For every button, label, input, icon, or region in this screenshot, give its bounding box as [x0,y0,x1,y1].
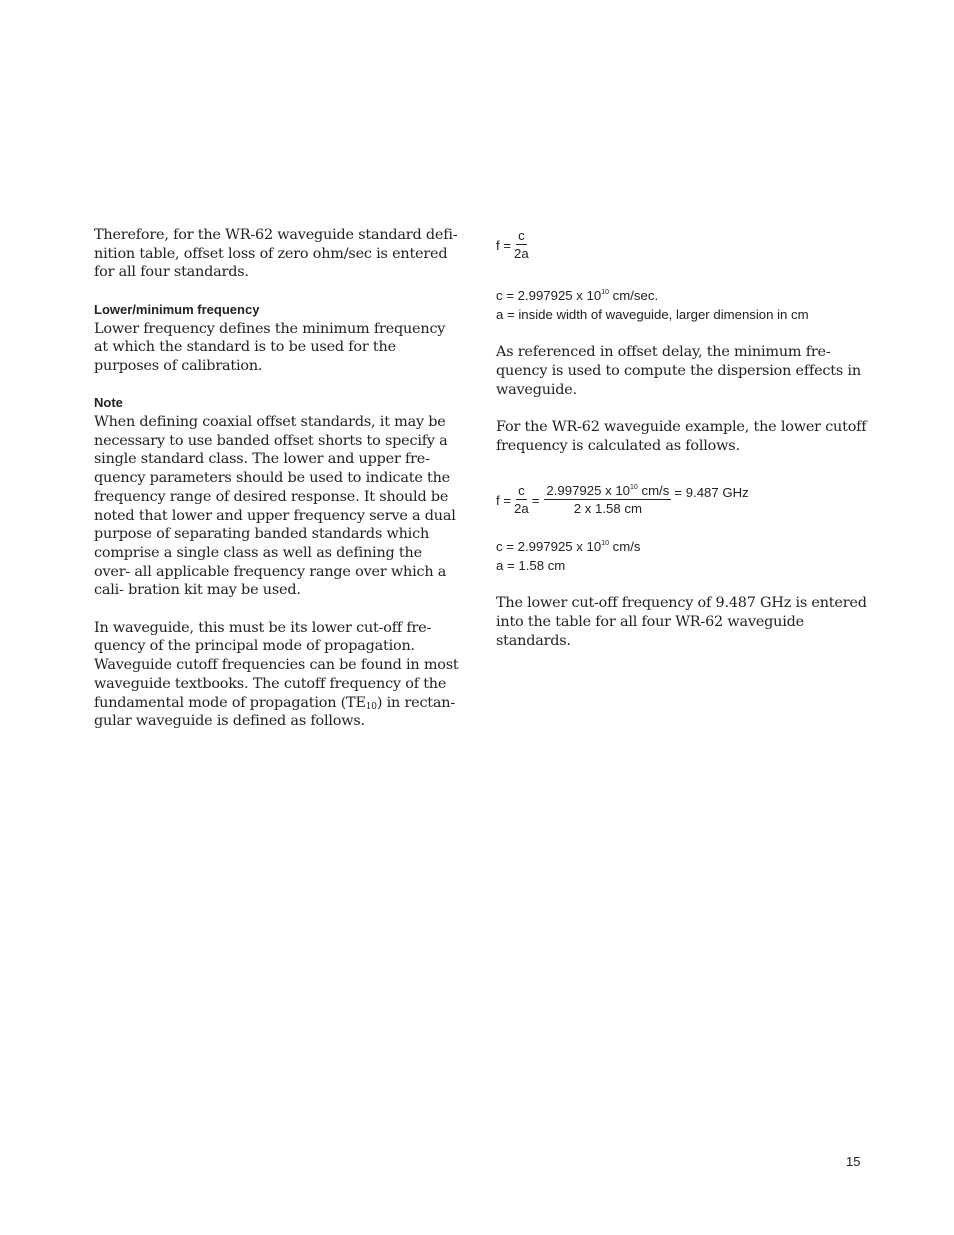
paragraph-offset-loss: Therefore, for the WR-62 waveguide standard defi- nition table, offset loss of zero ohm/sec is entered for all four standards. [94,227,458,281]
fraction-denominator: 2 x 1.58 cm [573,501,642,517]
paragraph-cutoff-result: The lower cut-off frequency of 9.487 GHz is entered into the table for all four WR-62 waveguide standards. [496,595,867,649]
definition-a: a = inside width of waveguide, larger dimension in cm [496,306,809,322]
fraction-denominator: 2a [514,501,529,517]
equation-lhs: f = [496,238,512,253]
fraction [544,483,671,518]
superscript: 10 [601,540,610,548]
fraction-numerator: c [518,228,525,243]
subscript: 10 [365,701,377,712]
value-c [496,538,868,557]
paragraph-wr62-example: For the WR-62 waveguide example, the lower cutoff frequency is calculated as follows. [496,418,867,454]
heading-lower-minimum-frequency: Lower/minimum frequency [94,301,260,317]
heading-note: Note [94,395,123,411]
equation-cutoff-calculation [496,483,868,518]
value-a: a = 1.58 cm [496,558,566,573]
superscript: 10 [630,484,638,492]
page-number: 15 [846,1154,861,1169]
equation-result: = 9.487 GHz [674,485,749,501]
text-fragment: In waveguide, this must be its lower cut-off fre- quency of the principal mode of propagation. Waveguide cutoff frequencies can be found in most waveguide textbooks. The cutoff frequency of the fundamental mode of propagation (TE [94,619,459,711]
definition-c [496,287,868,306]
fraction-numerator [544,483,671,500]
text-fragment: c = 2.997925 x 10 [496,539,602,555]
text-fragment: cm/sec. [609,288,659,303]
text-fragment: 2.997925 x 10 [546,483,631,499]
paragraph-lower-frequency: Lower frequency defines the minimum frequency at which the standard is to be used for the purposes of calibration. [94,320,446,374]
paragraph-waveguide-cutoff [94,619,462,731]
equals-sign: = [531,493,540,509]
fraction [514,483,529,518]
equation-cutoff-formula [496,228,868,263]
text-fragment: cm/s [637,483,670,499]
paragraph-note: When defining coaxial offset standards, it may be necessary to use banded offset shorts to specify a single standard class. The lower and upper fre- quency parameters should be used to indicate the frequency range of desired response. It should be noted that lower and upper frequency serve a dual purpose of separating banded standards which comprise a single class as well as defining the over- all applicable frequency range over which a cali- bration kit may be used. [94,414,456,599]
superscript: 10 [601,289,610,296]
fraction-numerator: c [518,483,525,499]
left-column [94,226,462,731]
text-fragment: ) in rectan- gular waveguide is defined as follows. [94,694,455,730]
paragraph-offset-delay: As referenced in offset delay, the minimum fre- quency is used to compute the dispersion effects in waveguide. [496,344,861,398]
fraction-denominator: 2a [514,246,529,261]
equation-lhs: f = [496,493,512,509]
fraction [514,228,529,263]
right-column [496,226,868,651]
text-fragment: c = 2.997925 x 10 [496,288,602,303]
text-fragment: cm/s [609,539,641,555]
